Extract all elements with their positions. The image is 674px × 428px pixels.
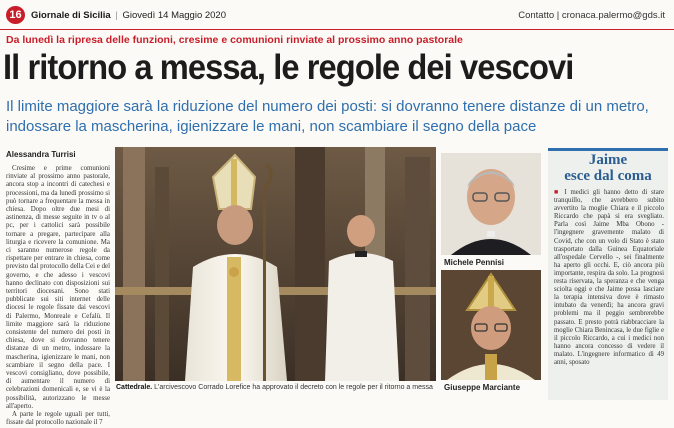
- sidebar-title: [548, 153, 668, 184]
- portrait-marciante: [441, 270, 541, 380]
- portrait-pennisi: [441, 153, 541, 255]
- contact-email-link[interactable]: cronaca.palermo@gds.it: [561, 10, 665, 21]
- portrait-label-marciante: Giuseppe Marciante: [444, 383, 521, 392]
- newspaper-name: Giornale di Sicilia: [31, 10, 111, 21]
- article-paragraph: A parte le regole uguali per tutti, fissate dal protocollo nazionale il 7: [6, 411, 110, 427]
- cathedral-photo: [115, 147, 436, 381]
- article-subhead: Il limite maggiore sarà la riduzione del numero dei posti: si dovranno tenere distanze di un metro, indossare la mascherina, igienizzare le mani, non scambiare il segno della pace: [6, 98, 649, 135]
- portrait-pennisi-image: [441, 153, 541, 255]
- sidebar-title-line-1: Jaime: [588, 152, 628, 168]
- caption-text: L'arcivescovo Corrado Lorefice ha approvato il decreto con le regole per il ritorno a messa: [152, 384, 433, 391]
- caption-lead: Cattedrale.: [116, 384, 153, 391]
- portrait-label-pennisi: Michele Pennisi: [444, 258, 505, 267]
- contact-label: Contatto: [518, 10, 555, 21]
- article-paragraph: Cresime e prime comunioni rinviate al prossimo anno pastorale, ancora stop a incontri di catechesi e processioni, ma da lunedì prossimo si può tornare a frequentare la messa in chiesa. Dopo oltre due mesi di astinenza, di messe seguite in tv o al pc, per i cattolici sarà possibile tornare a pregare, partecipare alla liturgia e ricevere la comunione. Ma ci saranno numerose regole da rispettare per entrare in chiesa, come previsto dal protocollo della Cei e del governo, e che adesso i vescovi hanno declinato con disposizioni sui territori diocesani. Sono stati pubblicate sui siti internet delle diocesi le regole fissate dai vescovi di Palermo, Monreale e Cefalù. Il limite maggiore sarà la riduzione consistente del numero dei posti in chiesa, dove si dovranno tenere distanze di un metro, indossare la mascherina, igienizzare le mani, non scambiare il segno della pace. I vescovi consigliano, dove possibile, di aumentare il numero di celebrazioni domenicali e, se vi è la possibilità, autorizzano le messe all'aperto.: [6, 165, 110, 410]
- masthead-left: [31, 10, 226, 21]
- sidebar-body: [554, 188, 664, 367]
- article-kicker: Da lunedì la ripresa delle funzioni, cresime e comunioni rinviate al prossimo anno pastorale: [6, 34, 463, 46]
- article-headline: Il ritorno a messa, le regole dei vescovi: [3, 47, 574, 87]
- cathedral-photo-image: [115, 147, 436, 381]
- photo-caption: [116, 384, 436, 391]
- article-byline: Alessandra Turrisi: [6, 150, 76, 159]
- masthead-rule: [0, 29, 674, 30]
- issue-date: Giovedì 14 Maggio 2020: [122, 10, 227, 21]
- sidebar-text: I medici gli hanno detto di stare tranquillo, che avrebbero subito avvertito la moglie Chiara e il piccolo Riccardo che papà si era svegliato. Parla così Jaime Mba Obono - l'ingegnere gravemente malato di Covid, che con un volo di Stato è stato trasportato dalla Guinea Equatoriale all'ospedale Cervello -, sei finalmente ha aperto gli occhi. E, ciò ancora più importante, respira da solo. La prognosi resta riservata, la speranza e che venga sciolta oggi e che Jaime possa lasciare la terapia intensiva dove è rimasto intubato da venerdì; ha ancora gravi problemi ma il peggio sembrerebbe passato. E presto potrà riabbracciare la moglie Chiara Benincasa, le due figlie e il piccolo Riccardo, a cui i medici non hanno ancora concesso di vedere il malato. L'ingegnere informatico di 49 anni, sposato: [554, 189, 664, 366]
- sidebar-box: [548, 148, 668, 400]
- masthead-separator: |: [115, 10, 118, 21]
- sidebar-bullet-icon: ■: [554, 188, 561, 196]
- masthead: [0, 4, 674, 26]
- page-number-badge: 16: [6, 6, 25, 24]
- portrait-marciante-image: [441, 270, 541, 380]
- article-body-column: [6, 165, 110, 427]
- sidebar-title-line-2: esce dal coma: [564, 167, 652, 184]
- masthead-contact: [518, 10, 665, 21]
- contact-separator: |: [556, 10, 560, 21]
